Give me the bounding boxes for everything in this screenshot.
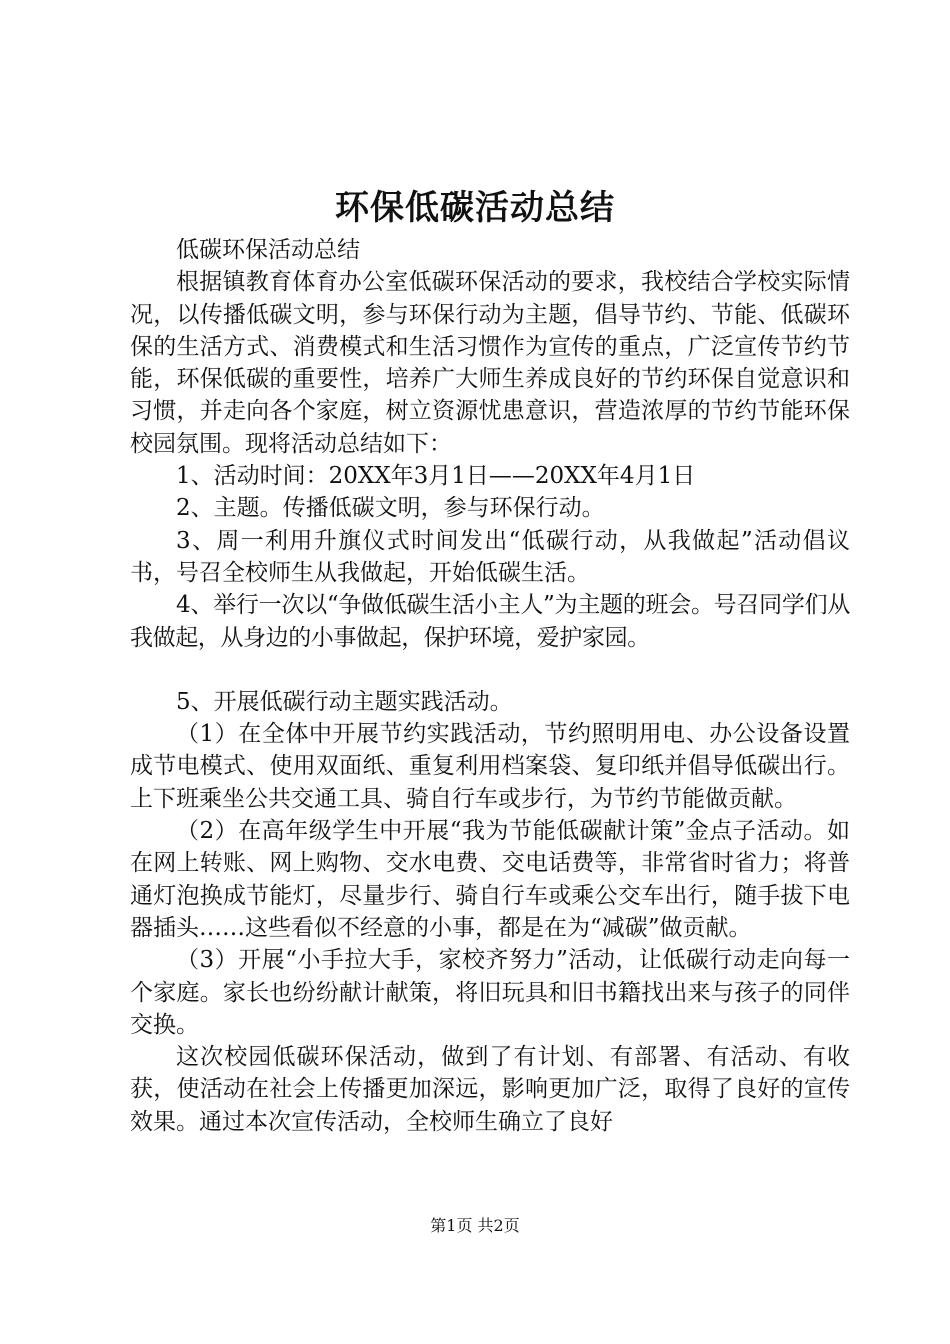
paragraph-item-5: 5、开展低碳行动主题实践活动。 [176,688,513,715]
paragraph-intro: 根据镇教育体育办公室低碳环保活动的要求，我校结合学校实际情况，以传播低碳文明，参与环保行动为主题，倡导节约、节能、低碳环保的生活方式、消费模式和生活习惯作为宣传的重点，广泛宣传节约节能，环保低碳的重要性，培养广大师生养成良好的节约环保自觉意识和习惯，并走向各个家庭，树立资源忧患意识，营造浓厚的节约节能环保校园氛围。现将活动总结如下： [130,269,850,457]
paragraph-conclusion: 这次校园低碳环保活动，做到了有计划、有部署、有活动、有收获，使活动在社会上传播更加深远，影响更加广泛，取得了良好的宣传效果。通过本次宣传活动，全校师生确立了良好 [130,1044,850,1135]
paragraph-item-1: 1、活动时间：20XX年3月1日——20XX年4月1日 [176,463,696,490]
page-footer: 第1页 共2页 [430,1216,520,1235]
paragraph-item-3: 3、周一利用升旗仪式时间发出“低碳行动，从我做起”活动倡议书，号召全校师生从我做起，开始低碳生活。 [130,527,850,586]
paragraph-sub-3: （3）开展“小手拉大手，家校齐努力”活动，让低碳行动走向每一个家庭。家长也纷纷献计献策，将旧玩具和旧书籍找出来与孩子的同伴交换。 [130,947,850,1038]
paragraph-spacer [130,654,850,686]
paragraph-item-4: 4、举行一次以“争做低碳生活小主人”为主题的班会。号召同学们从我做起，从身边的小事做起，保护环境，爱护家园。 [130,592,850,651]
document-subtitle: 低碳环保活动总结 [176,237,360,263]
paragraph-sub-2: （2）在高年级学生中开展“我为节能低碳献计策”金点子活动。如在网上转账、网上购物、交水电费、交电话费等，非常省时省力；将普通灯泡换成节能灯，尽量步行、骑自行车或乘公交车出行，随手拔下电器插头……这些看似不经意的小事，都是在为“减碳”做贡献。 [130,818,850,941]
document-body [130,234,850,1138]
paragraph-item-2: 2、主题。传播低碳文明，参与环保行动。 [176,495,605,522]
document-title: 环保低碳活动总结 [335,188,615,228]
paragraph-sub-1: （1）在全体中开展节约实践活动，节约照明用电、办公设备设置成节电模式、使用双面纸、重复利用档案袋、复印纸并倡导低碳出行。上下班乘坐公共交通工具、骑自行车或步行，为节约节能做贡献。 [130,721,850,812]
